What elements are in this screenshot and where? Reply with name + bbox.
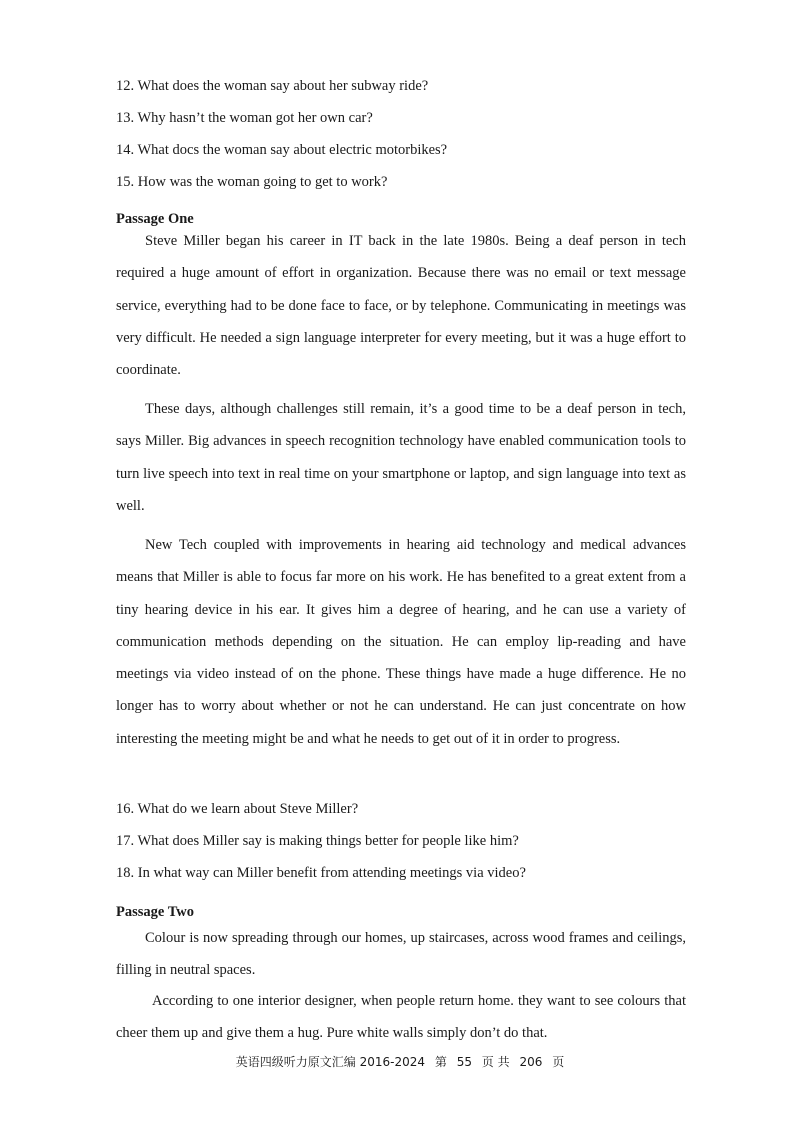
footer-page-number: 55 xyxy=(456,1055,472,1069)
question-17: 17. What does Miller say is making things better for people like him? xyxy=(116,833,519,849)
passage-one-paragraph-3: New Tech coupled with improvements in hearing aid technology and medical advances means that Miller is able to focus far more on his work. He has benefited to a great extent from a tiny hearing device in his ear. It gives him a degree of hearing, and he can use a variety of communication methods depending on the situation. He can employ lip-reading and have meetings via video instead of on the phone. These things have made a huge difference. He no longer has to worry about whether or not he can understand. He can just concentrate on how interesting the meeting might be and what he needs to get out of it in order to progress. xyxy=(116,537,686,747)
footer-title: 英语四级听力原文汇编 2016-2024 xyxy=(235,1055,426,1069)
passage-one-heading: Passage One xyxy=(116,211,194,227)
passage-two-heading: Passage Two xyxy=(116,904,195,920)
page-footer xyxy=(0,1054,800,1070)
footer-page-suffix: 页 xyxy=(552,1055,565,1069)
question-13: 13. Why hasn’t the woman got her own car? xyxy=(116,110,373,126)
question-18: 18. In what way can Miller benefit from attending meetings via video? xyxy=(116,865,526,881)
passage-two-paragraph-2: According to one interior designer, when people return home. they want to see colours that cheer them up and give them a hug. Pure white walls simply don’t do that. xyxy=(116,993,686,1042)
question-16: 16. What do we learn about Steve Miller? xyxy=(116,801,359,817)
footer-page-mid: 页 共 xyxy=(481,1055,510,1069)
question-15: 15. How was the woman going to get to work? xyxy=(116,174,388,190)
footer-page-prefix: 第 xyxy=(434,1055,447,1069)
question-14: 14. What docs the woman say about electric motorbikes? xyxy=(116,142,448,158)
passage-one-paragraph-2: These days, although challenges still remain, it’s a good time to be a deaf person in tech, says Miller. Big advances in speech recognition technology have enabled communication tools to turn live speech into text in real time on your smartphone or laptop, and sign language into text as well. xyxy=(116,401,686,514)
footer-total-pages: 206 xyxy=(519,1055,543,1069)
passage-one-paragraph-1: Steve Miller began his career in IT back in the late 1980s. Being a deaf person in tech required a huge amount of effort in organization. Because there was no email or text message service, everything had to be done face to face, or by telephone. Communicating in meetings was very difficult. He needed a sign language interpreter for every meeting, but it was a huge effort to coordinate. xyxy=(116,233,686,379)
passage-two-paragraph-1: Colour is now spreading through our homes, up staircases, across wood frames and ceilings, filling in neutral spaces. xyxy=(116,930,686,979)
question-12: 12. What does the woman say about her subway ride? xyxy=(116,78,429,94)
